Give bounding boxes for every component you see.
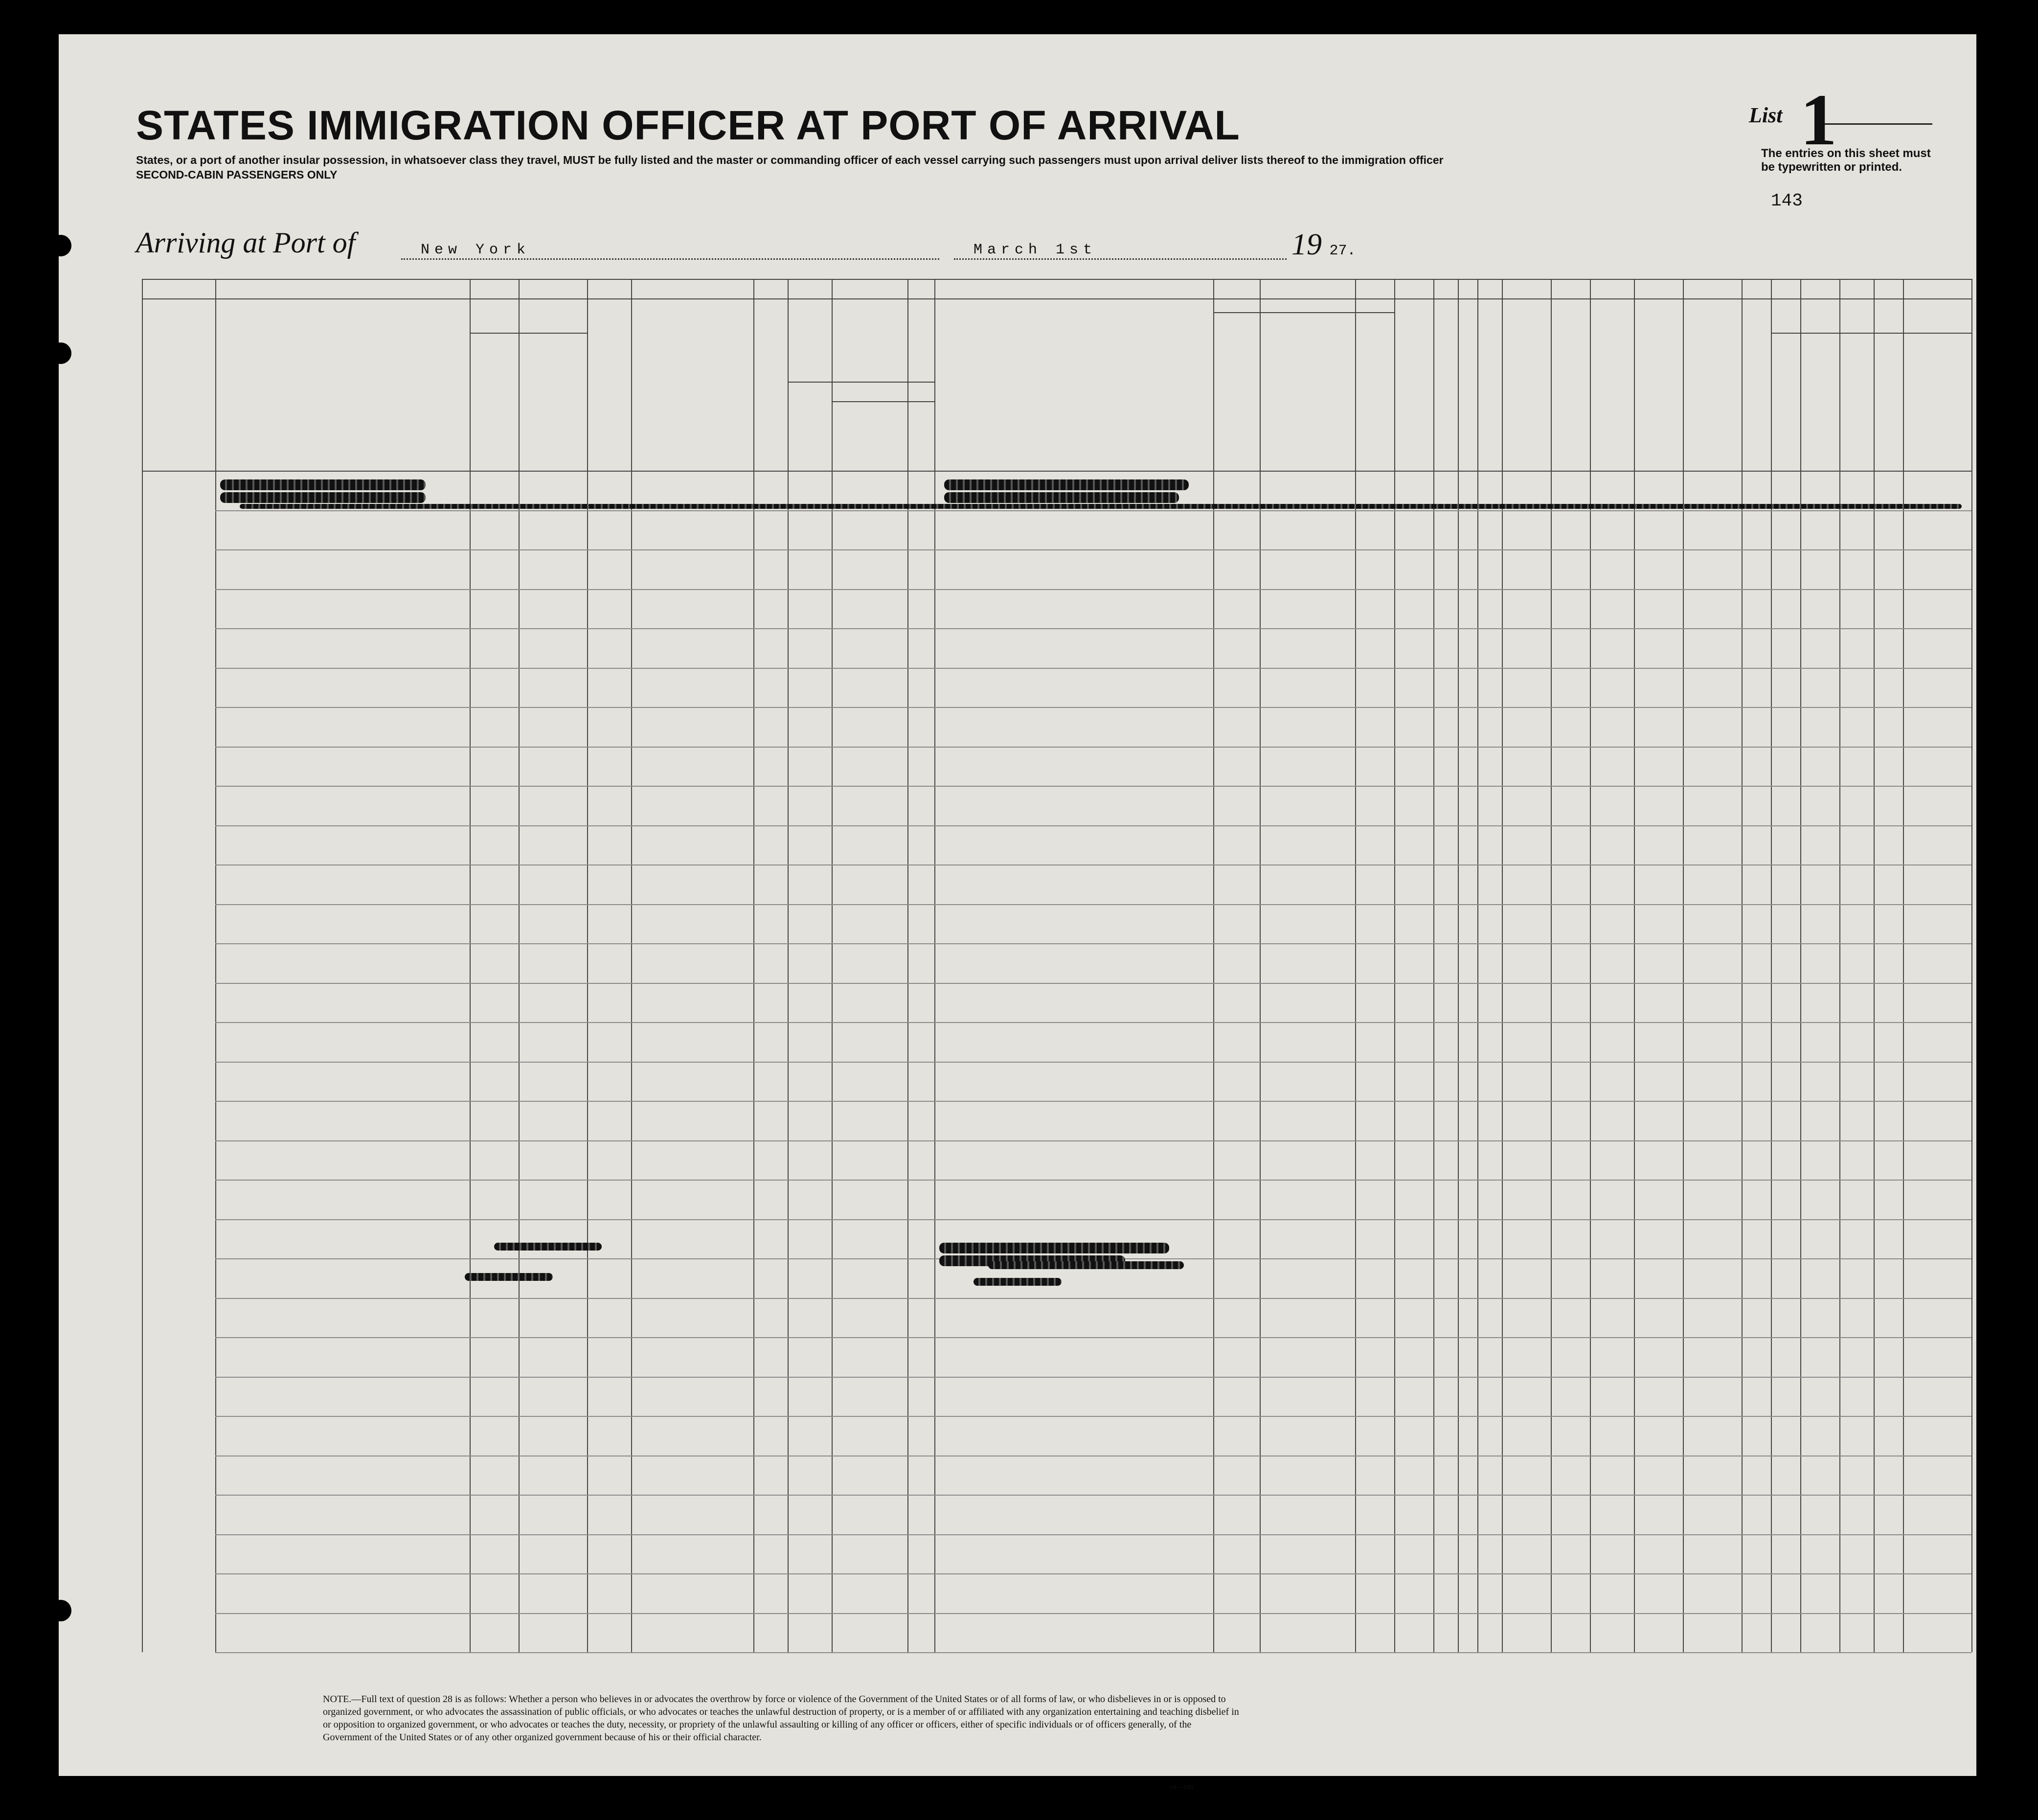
row-rule xyxy=(215,668,1971,669)
struck-entry xyxy=(220,479,426,490)
header-rule xyxy=(142,471,1971,472)
row-rule xyxy=(215,1377,1971,1378)
row-rule xyxy=(215,1062,1971,1063)
manifest-sheet xyxy=(59,34,1976,1791)
list-instruction: The entries on this sheet must be typewritten or printed. xyxy=(1761,147,1931,174)
row-rule xyxy=(215,1652,1971,1653)
row-rule xyxy=(215,983,1971,984)
row-rule xyxy=(215,589,1971,590)
row-rule xyxy=(215,1534,1971,1535)
row-rule xyxy=(215,1337,1971,1338)
struck-entry xyxy=(944,479,1189,490)
column-rule xyxy=(907,279,908,1652)
header-rule xyxy=(832,401,934,402)
row-rule xyxy=(215,904,1971,905)
list-label: List xyxy=(1749,103,1783,127)
struck-entry xyxy=(220,492,426,503)
column-header-vertical xyxy=(758,308,783,466)
column-rule xyxy=(1394,279,1395,1652)
header-rule xyxy=(470,333,587,334)
header-rule xyxy=(1839,333,1971,334)
stamp-number: 143 xyxy=(1771,191,1803,211)
row-rule xyxy=(215,549,1971,550)
column-rule xyxy=(470,279,471,1652)
struck-entry xyxy=(944,492,1179,503)
header-rule xyxy=(142,298,1971,299)
row-rule xyxy=(215,628,1971,629)
column-header-vertical xyxy=(1463,308,1472,466)
header-rule xyxy=(142,279,1971,280)
column-rule xyxy=(1551,279,1552,1652)
struck-entry xyxy=(939,1243,1169,1253)
column-rule xyxy=(1477,279,1478,1652)
column-rule xyxy=(1839,279,1840,1652)
header-rule xyxy=(788,382,934,383)
column-rule xyxy=(1355,279,1356,1652)
binding-hole xyxy=(50,235,71,256)
row-rule xyxy=(215,747,1971,748)
row-rule xyxy=(215,707,1971,708)
row-rule xyxy=(215,1101,1971,1102)
column-rule xyxy=(1971,279,1972,1652)
arriving-label: Arriving at Port of xyxy=(136,227,356,259)
column-rule xyxy=(1683,279,1684,1652)
row-rule xyxy=(215,1022,1971,1023)
header-rule xyxy=(1213,312,1394,313)
page-title: STATES IMMIGRATION OFFICER AT PORT OF ARRIVAL xyxy=(136,102,1240,148)
column-header-vertical xyxy=(1556,308,1585,466)
column-rule xyxy=(519,279,520,1652)
struck-entry xyxy=(240,504,1962,509)
struck-entry xyxy=(988,1261,1184,1269)
struck-entry xyxy=(494,1243,602,1251)
column-header-vertical xyxy=(1265,316,1350,466)
column-header-vertical xyxy=(1438,308,1453,466)
binding-hole xyxy=(50,1600,71,1621)
manifest-table xyxy=(142,250,1971,1669)
column-rule xyxy=(1502,279,1503,1652)
row-rule xyxy=(215,1298,1971,1299)
row-rule xyxy=(215,1140,1971,1141)
column-header-vertical xyxy=(1360,316,1389,466)
list-number-box xyxy=(1742,79,1937,181)
column-rule xyxy=(1590,279,1591,1652)
intro-line-1: States, or a port of another insular possession, in whatsoever class they travel, MUST be fully listed and the master or commanding officer of each vessel carrying such passengers must upon arrival deliver lists thereof to the immigration officer xyxy=(136,154,1444,166)
footnote: NOTE.—Full text of question 28 is as follows: Whether a person who believes in or advocates the overthrow by force or violence of the Government of the United States or of all forms of law, or who disbelieves in or is opposed to organized government, or who advocates the assassination of public officials, or who advocates or teaches the unlawful destruction of property, or is a member of or affiliated with any organization entertaining and teaching disbelief in or opposition to organized government, or who advocates or teaches the duty, necessity, or propriety of the unlawful assaulting or killing of any officer or officers, either of specific individuals or of officers generally, of the Government of the United States or of any other organized government because of his or their official character. xyxy=(323,1694,1239,1743)
column-rule xyxy=(1742,279,1743,1652)
row-rule xyxy=(215,786,1971,787)
year-prefix: 19 xyxy=(1291,228,1322,261)
intro-line-2: SECOND-CABIN PASSENGERS ONLY xyxy=(136,168,338,181)
column-rule xyxy=(215,279,216,1652)
column-rule xyxy=(753,279,754,1652)
column-rule xyxy=(1433,279,1434,1652)
column-rule xyxy=(1903,279,1904,1652)
column-rule xyxy=(1800,279,1801,1652)
row-rule xyxy=(215,864,1971,865)
arrival-date: March 1st xyxy=(954,242,1287,260)
column-rule xyxy=(1874,279,1875,1652)
row-rule xyxy=(215,1416,1971,1417)
column-rule xyxy=(142,279,143,1652)
header-rule xyxy=(1771,333,1839,334)
form-number: 14—490 xyxy=(1169,1784,1193,1791)
column-rule xyxy=(1634,279,1635,1652)
row-rule xyxy=(215,943,1971,944)
row-rule xyxy=(215,1573,1971,1574)
column-rule xyxy=(1260,279,1261,1652)
list-underline xyxy=(1825,123,1932,125)
column-rule xyxy=(587,279,588,1652)
binding-hole xyxy=(50,342,71,364)
row-rule xyxy=(215,510,1971,511)
row-rule xyxy=(215,1219,1971,1220)
column-rule xyxy=(1771,279,1772,1652)
column-header-vertical xyxy=(1399,308,1428,466)
column-header-vertical xyxy=(1507,308,1546,466)
year-suffix: 27. xyxy=(1329,243,1356,259)
arrival-port: New York xyxy=(401,242,939,260)
column-header-vertical xyxy=(1218,316,1255,466)
row-rule xyxy=(215,1180,1971,1181)
row-rule xyxy=(215,1613,1971,1614)
column-rule xyxy=(788,279,789,1652)
column-rule xyxy=(934,279,935,1652)
list-number: 1 xyxy=(1800,79,1837,160)
intro-text xyxy=(136,153,1653,182)
column-header-vertical xyxy=(1482,308,1497,466)
column-header-vertical xyxy=(592,308,626,466)
column-rule xyxy=(1458,279,1459,1652)
struck-entry xyxy=(465,1273,553,1281)
row-rule xyxy=(215,1495,1971,1496)
struck-entry xyxy=(974,1278,1062,1286)
column-rule xyxy=(631,279,632,1652)
column-rule xyxy=(832,279,833,1652)
row-rule xyxy=(215,825,1971,826)
column-rule xyxy=(1213,279,1214,1652)
